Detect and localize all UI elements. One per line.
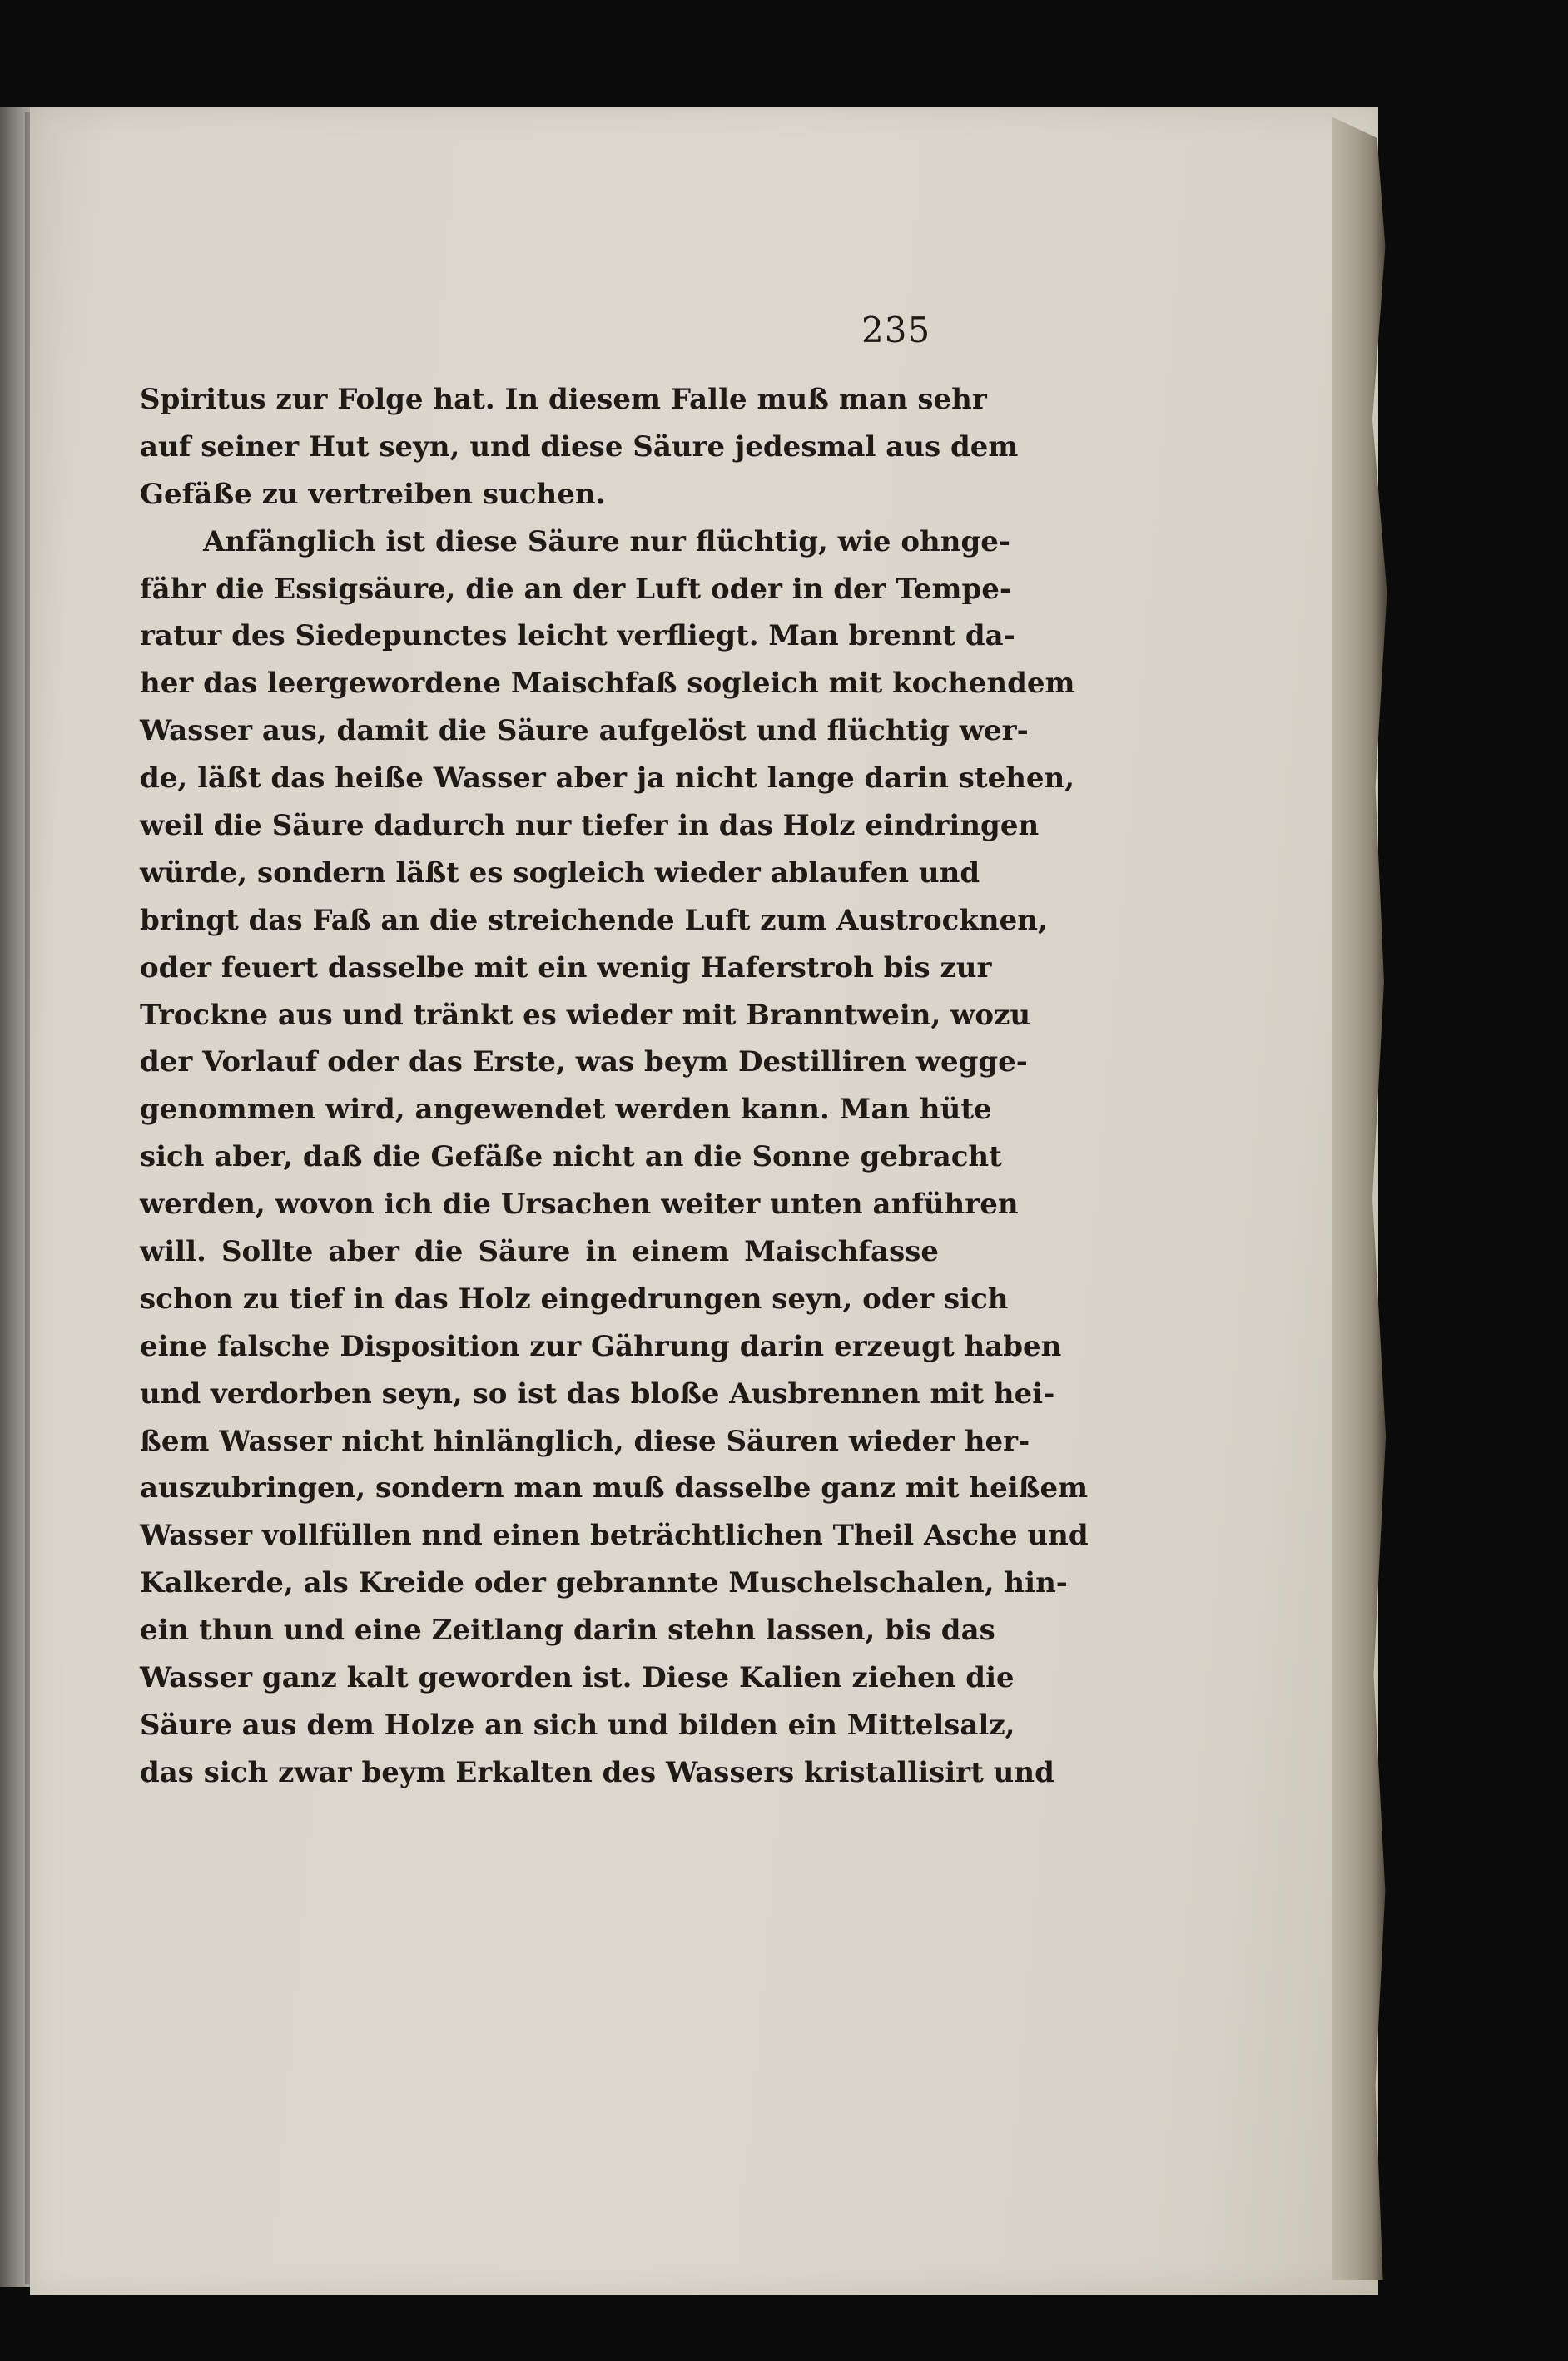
text-line: Wasser ganz kalt geworden ist. Diese Kalien ziehen die xyxy=(140,1661,1015,1695)
text-line: ßem Wasser nicht hinlänglich, diese Säuren wieder her- xyxy=(140,1424,1030,1458)
text-line: de, läßt das heiße Wasser aber ja nicht lange darin stehen, xyxy=(140,761,1075,796)
text-line: und verdorben seyn, so ist das bloße Ausbrennen mit hei- xyxy=(140,1376,1055,1411)
text-line: Wasser aus, damit die Säure aufgelöst und flüchtig wer- xyxy=(140,714,1029,748)
body-text xyxy=(140,376,1089,1797)
page-number: 235 xyxy=(861,310,931,350)
text-line: weil die Säure dadurch nur tiefer in das Holz eindringen xyxy=(140,809,1040,843)
text-line: genommen wird, angewendet werden kann. Man hüte xyxy=(140,1093,992,1127)
text-line: eine falsche Disposition zur Gährung darin erzeugt haben xyxy=(140,1329,1062,1363)
text-line: Gefäße zu vertreiben suchen. xyxy=(140,477,606,511)
text-line: bringt das Faß an die streichende Luft zum Austrocknen, xyxy=(140,903,1048,937)
text-line: auszubringen, sondern man muß dasselbe ganz mit heißem xyxy=(140,1471,1089,1505)
text-line: Kalkerde, als Kreide oder gebrannte Muschelschalen, hin- xyxy=(140,1566,1068,1600)
text-line: sich aber, daß die Gefäße nicht an die Sonne gebracht xyxy=(140,1140,1002,1174)
text-line: würde, sondern läßt es sogleich wieder ablaufen und xyxy=(140,856,980,890)
text-line: Wasser vollfüllen nnd einen beträchtlichen Theil Asche und xyxy=(140,1519,1089,1553)
text-line: ratur des Siedepunctes leicht verfliegt. Man brennt da- xyxy=(140,619,1015,653)
text-line: fähr die Essigsäure, die an der Luft oder in der Tempe- xyxy=(140,572,1011,606)
text-line: auf seiner Hut seyn, und diese Säure jedesmal aus dem xyxy=(140,429,1019,464)
text-line: Säure aus dem Holze an sich und bilden ein Mittelsalz, xyxy=(140,1708,1015,1742)
text-line: ein thun und eine Zeitlang darin stehn lassen, bis das xyxy=(140,1614,995,1648)
text-line: das sich zwar beym Erkalten des Wassers kristallisirt und xyxy=(140,1755,1054,1789)
text-line: will. Sollte aber die Säure in einem Maischfasse xyxy=(140,1235,939,1269)
text-line: oder feuert dasselbe mit ein wenig Haferstroh bis zur xyxy=(140,950,992,985)
text-line: werden, wovon ich die Ursachen weiter unten anführen xyxy=(140,1188,1019,1222)
worn-page-edge xyxy=(1332,117,1390,2280)
text-line: schon zu tief in das Holz eingedrungen seyn, oder sich xyxy=(140,1282,1009,1316)
text-line: Anfänglich ist diese Säure nur flüchtig, wie ohnge- xyxy=(203,524,1010,558)
text-line: her das leergewordene Maischfaß sogleich mit kochendem xyxy=(140,667,1075,701)
text-line: Spiritus zur Folge hat. In diesem Falle muß man sehr xyxy=(140,383,987,416)
text-line: der Vorlauf oder das Erste, was beym Destilliren wegge- xyxy=(140,1045,1028,1079)
text-line: Trockne aus und tränkt es wieder mit Branntwein, wozu xyxy=(140,998,1031,1032)
